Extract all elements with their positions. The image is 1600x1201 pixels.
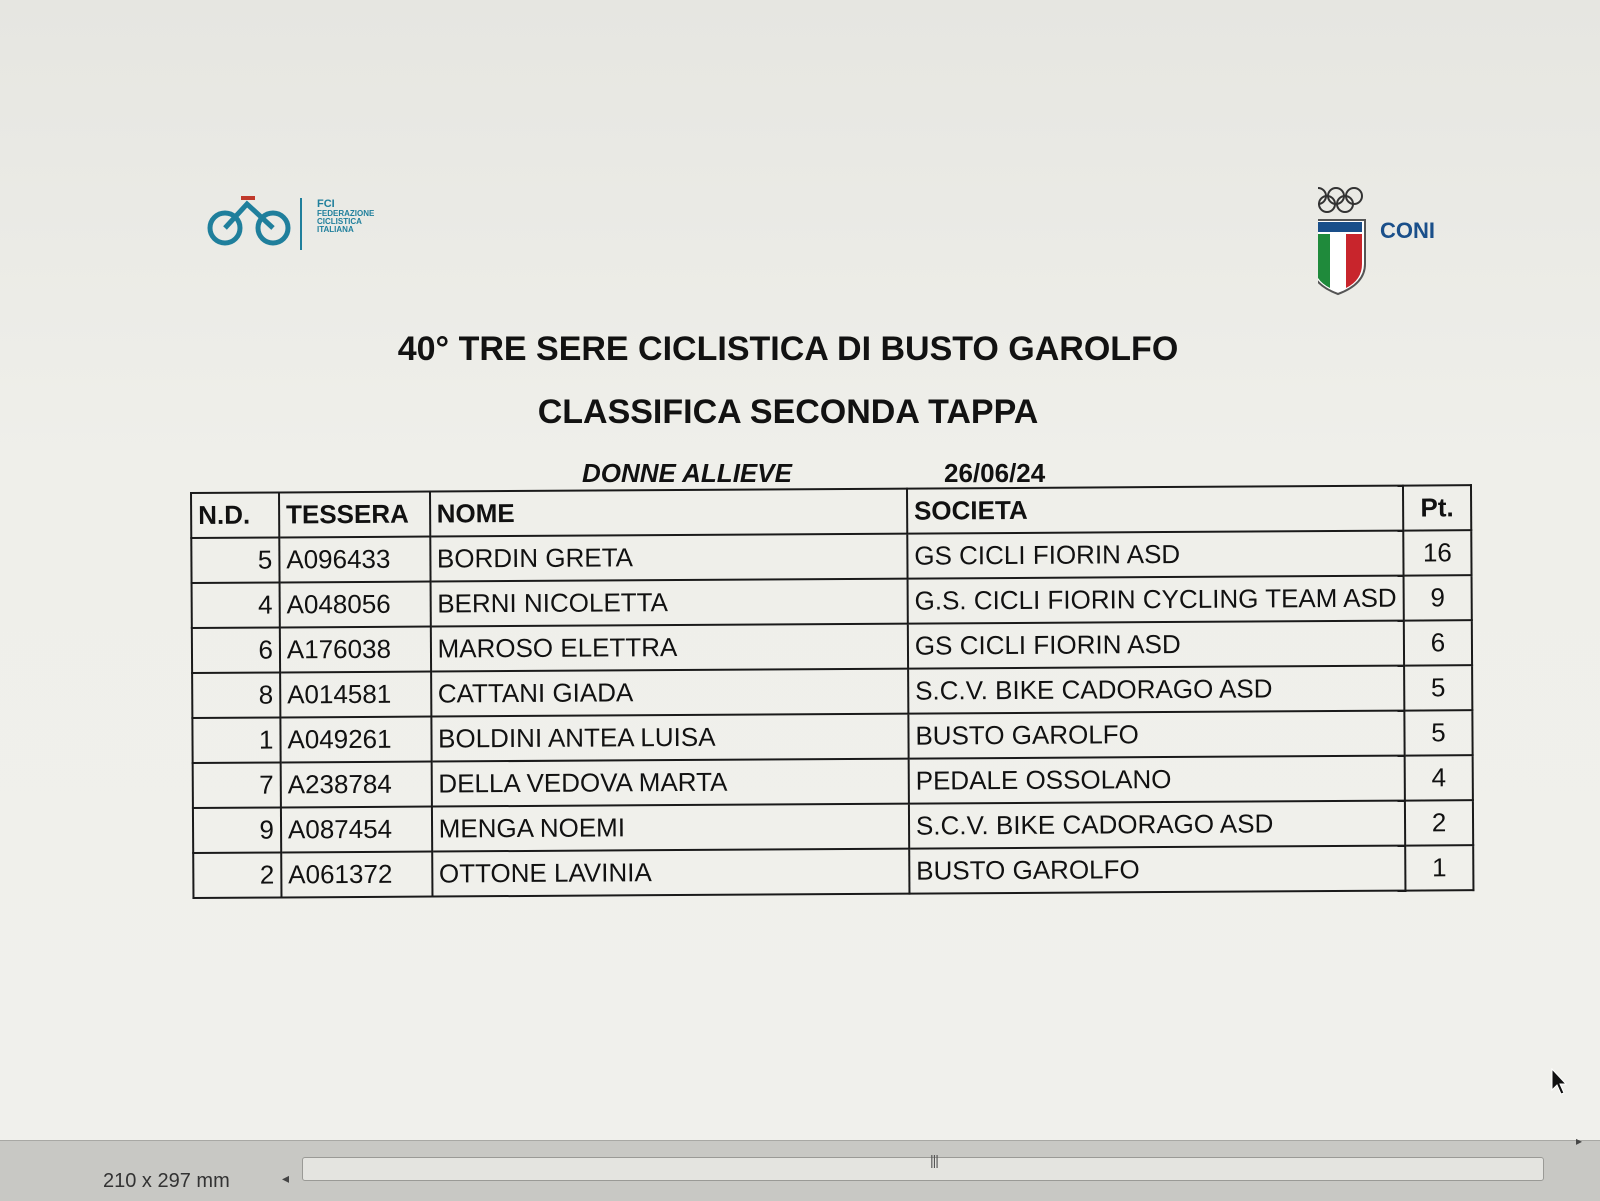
header-pt: Pt. <box>1403 485 1471 530</box>
chevron-left-icon[interactable]: ◂ <box>282 1170 290 1186</box>
mouse-cursor-icon <box>1551 1068 1567 1096</box>
cell-nd: 7 <box>193 762 281 808</box>
date-label: 26/06/24 <box>944 458 1046 488</box>
cell-pt: 5 <box>1404 665 1472 710</box>
cell-nome: DELLA VEDOVA MARTA <box>431 759 909 807</box>
cell-societa: GS CICLI FIORIN ASD <box>907 531 1403 579</box>
cell-tessera: A014581 <box>280 672 431 718</box>
table-row <box>193 845 1473 898</box>
document-subtitle: CLASSIFICA SECONDA TAPPA <box>537 393 1039 431</box>
cell-tessera: A049261 <box>280 717 431 763</box>
page-size-label: 210 x 297 mm <box>103 1170 230 1192</box>
cell-nd: 4 <box>192 582 280 628</box>
cell-nome: MAROSO ELETTRA <box>430 624 908 672</box>
cell-societa: PEDALE OSSOLANO <box>909 756 1405 804</box>
cell-pt: 9 <box>1404 575 1472 620</box>
table-row <box>193 800 1473 853</box>
cell-pt: 4 <box>1405 755 1473 800</box>
table-header-row <box>191 485 1471 538</box>
scroll-grip-icon[interactable]: ||| <box>930 1152 938 1168</box>
cell-tessera: A048056 <box>279 582 430 628</box>
fci-logo-line1: FCI <box>317 198 335 210</box>
cell-pt: 2 <box>1405 800 1473 845</box>
cell-nome: BERNI NICOLETTA <box>430 579 908 627</box>
fci-logo-line4: ITALIANA <box>317 225 354 234</box>
cell-pt: 16 <box>1403 530 1471 575</box>
table-row <box>192 620 1472 673</box>
cell-nd: 9 <box>193 807 281 853</box>
cell-nome: BOLDINI ANTEA LUISA <box>431 714 909 762</box>
coni-label: CONI <box>1380 218 1435 243</box>
cell-tessera: A238784 <box>281 762 432 808</box>
cell-nd: 6 <box>192 627 280 673</box>
chevron-right-icon[interactable]: ▸ <box>1576 1134 1583 1148</box>
fci-logo-text <box>317 200 374 234</box>
cell-nd: 8 <box>192 672 280 718</box>
cell-tessera: A096433 <box>279 537 430 583</box>
header-nome: NOME <box>430 489 908 537</box>
cell-societa: G.S. CICLI FIORIN CYCLING TEAM ASD <box>907 576 1403 624</box>
fci-logo-line3: CICLISTICA <box>317 217 362 226</box>
cell-nd: 2 <box>193 852 281 898</box>
cell-pt: 6 <box>1404 620 1472 665</box>
table-row <box>193 755 1473 808</box>
document-title: 40° TRE SERE CICLISTICA DI BUSTO GAROLFO <box>397 330 1179 368</box>
table-row <box>192 575 1472 628</box>
cell-societa: GS CICLI FIORIN ASD <box>908 621 1404 669</box>
cell-tessera: A061372 <box>281 852 432 898</box>
cell-nd: 1 <box>192 717 280 763</box>
horizontal-scrollbar[interactable] <box>302 1157 1544 1181</box>
table-row <box>191 530 1471 583</box>
cell-pt: 1 <box>1405 845 1473 890</box>
cell-nd: 5 <box>191 537 279 583</box>
table-row <box>192 710 1472 763</box>
cell-nome: CATTANI GIADA <box>431 669 909 717</box>
results-table <box>190 484 1474 899</box>
cell-pt: 5 <box>1404 710 1472 755</box>
cell-tessera: A087454 <box>281 807 432 853</box>
fci-logo-line2: FEDERAZIONE <box>317 209 375 218</box>
table-row <box>192 665 1472 718</box>
olympic-rings-icon <box>1318 184 1458 304</box>
cell-societa: BUSTO GAROLFO <box>909 846 1405 894</box>
header-tessera: TESSERA <box>279 492 430 538</box>
category-label: DONNE ALLIEVE <box>582 458 792 488</box>
cell-nome: MENGA NOEMI <box>432 804 910 852</box>
cell-tessera: A176038 <box>280 627 431 673</box>
cell-societa: BUSTO GAROLFO <box>908 711 1404 759</box>
cell-nome: OTTONE LAVINIA <box>432 849 910 897</box>
header-societa: SOCIETA <box>907 486 1403 534</box>
cell-societa: S.C.V. BIKE CADORAGO ASD <box>908 666 1404 714</box>
cell-societa: S.C.V. BIKE CADORAGO ASD <box>909 801 1405 849</box>
header-nd: N.D. <box>191 492 279 538</box>
cell-nome: BORDIN GRETA <box>430 534 908 582</box>
